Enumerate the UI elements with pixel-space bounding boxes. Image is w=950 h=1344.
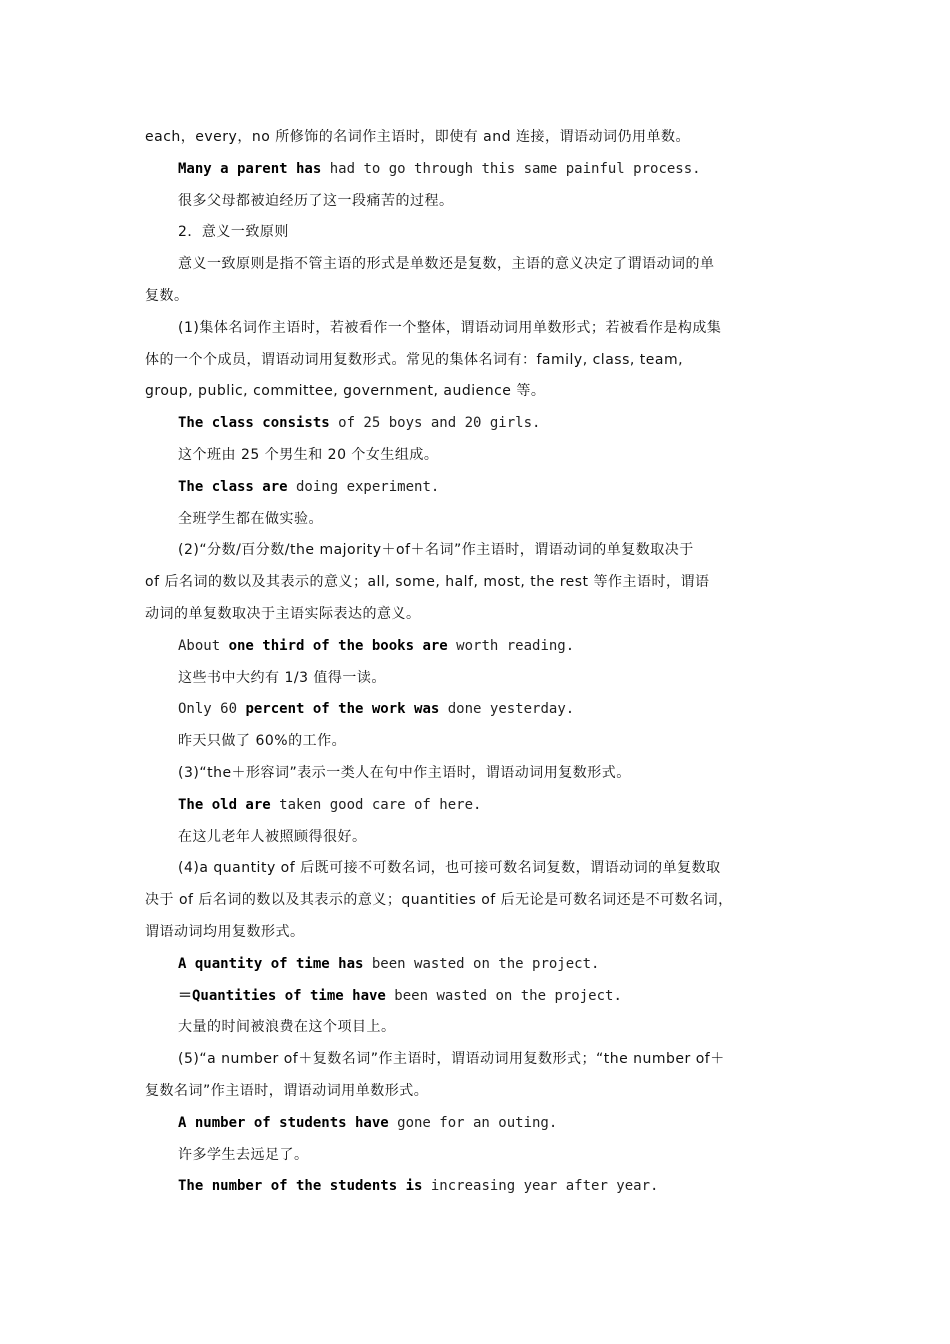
example-translation: 昨天只做了 60%的工作。 [178, 733, 347, 750]
example-subject-verb: The class consists [178, 415, 330, 432]
example-sentence [145, 949, 815, 981]
example-rest: gone for an outing. [388, 1114, 558, 1131]
example-subject-verb: The number of the students is [178, 1178, 423, 1195]
example-rest: doing experiment. [287, 478, 440, 495]
example-subject-verb: percent of the work was [245, 701, 440, 718]
paragraph-line: (5)“a number of＋复数名词”作主语时，谓语动词用复数形式；“the number of＋ [178, 1051, 725, 1068]
paragraph-line: (1)集体名词作主语时，若被看作一个整体，谓语动词用单数形式；若被看作是构成集 [178, 319, 722, 336]
example-lead: Only 60 [178, 701, 246, 718]
paragraph-line: 谓语动词均用复数形式。 [145, 923, 305, 940]
example-sentence [145, 1108, 815, 1140]
example-lead: About [178, 637, 229, 654]
example-subject-verb: one third of the books are [228, 637, 448, 654]
paragraph-line: 意义一致原则是指不管主语的形式是单数还是复数，主语的意义决定了谓语动词的单 [178, 256, 715, 273]
paragraph-line: (4)a quantity of 后既可接不可数名词，也可接可数名词复数，谓语动词的单复数取 [178, 860, 721, 877]
example-translation: 许多学生去远足了。 [178, 1146, 309, 1163]
paragraph-line: 体的一个个成员，谓语动词用复数形式。常见的集体名词有：family, class, team, [145, 351, 684, 368]
example-subject-verb: A quantity of time has [178, 955, 364, 972]
example-sentence [145, 694, 815, 726]
paragraph-line: 复数名词”作主语时，谓语动词用单数形式。 [145, 1082, 429, 1099]
example-sentence [145, 1171, 815, 1203]
example-rest: increasing year after year. [422, 1178, 659, 1195]
example-sentence [145, 472, 815, 504]
example-translation: 大量的时间被浪费在这个项目上。 [178, 1019, 396, 1036]
example-subject-verb: ＝Quantities of time have [178, 987, 386, 1004]
example-rest: been wasted on the project. [385, 987, 622, 1004]
paragraph-line: (2)“分数/百分数/the majority＋of＋名词”作主语时，谓语动词的单复数取决于 [178, 542, 694, 559]
example-subject-verb: A number of students have [178, 1114, 389, 1131]
example-sentence [145, 790, 815, 822]
section-heading: 2．意义一致原则 [178, 224, 289, 241]
example-rest: of 25 boys and 20 girls. [329, 415, 541, 432]
example-subject-verb: The class are [178, 478, 288, 495]
paragraph-line: of 后名词的数以及其表示的意义；all, some, half, most, the rest 等作主语时，谓语 [145, 574, 710, 591]
paragraph-line: group, public, committee, government, audience 等。 [145, 383, 546, 400]
paragraph-line: 动词的单复数取决于主语实际表达的意义。 [145, 605, 421, 622]
example-translation: 这个班由 25 个男生和 20 个女生组成。 [178, 446, 439, 463]
example-sentence [145, 408, 815, 440]
example-rest: had to go through this same painful process. [321, 160, 701, 177]
example-subject-verb: Many a parent has [178, 160, 322, 177]
example-rest: been wasted on the project. [363, 955, 600, 972]
document-page [145, 122, 815, 1203]
example-rest: done yesterday. [439, 701, 575, 718]
example-sentence [145, 631, 815, 663]
paragraph-line: each，every，no 所修饰的名词作主语时，即使有 and 连接，谓语动词仍用单数。 [145, 129, 690, 145]
example-subject-verb: The old are [178, 796, 271, 813]
example-translation: 很多父母都被迫经历了这一段痛苦的过程。 [178, 192, 454, 209]
example-translation: 在这儿老年人被照顾得很好。 [178, 828, 367, 845]
paragraph-line: 决于 of 后名词的数以及其表示的意义；quantities of 后无论是可数名词还是不可数名词， [145, 892, 733, 909]
example-translation: 全班学生都在做实验。 [178, 510, 323, 527]
example-sentence [145, 154, 815, 186]
example-sentence [145, 981, 815, 1013]
example-translation: 这些书中大约有 1/3 值得一读。 [178, 669, 386, 686]
example-rest: taken good care of here. [270, 796, 482, 813]
example-rest: worth reading. [447, 637, 575, 654]
paragraph-line: 复数。 [145, 287, 189, 304]
paragraph-line: (3)“the＋形容词”表示一类人在句中作主语时，谓语动词用复数形式。 [178, 764, 631, 781]
